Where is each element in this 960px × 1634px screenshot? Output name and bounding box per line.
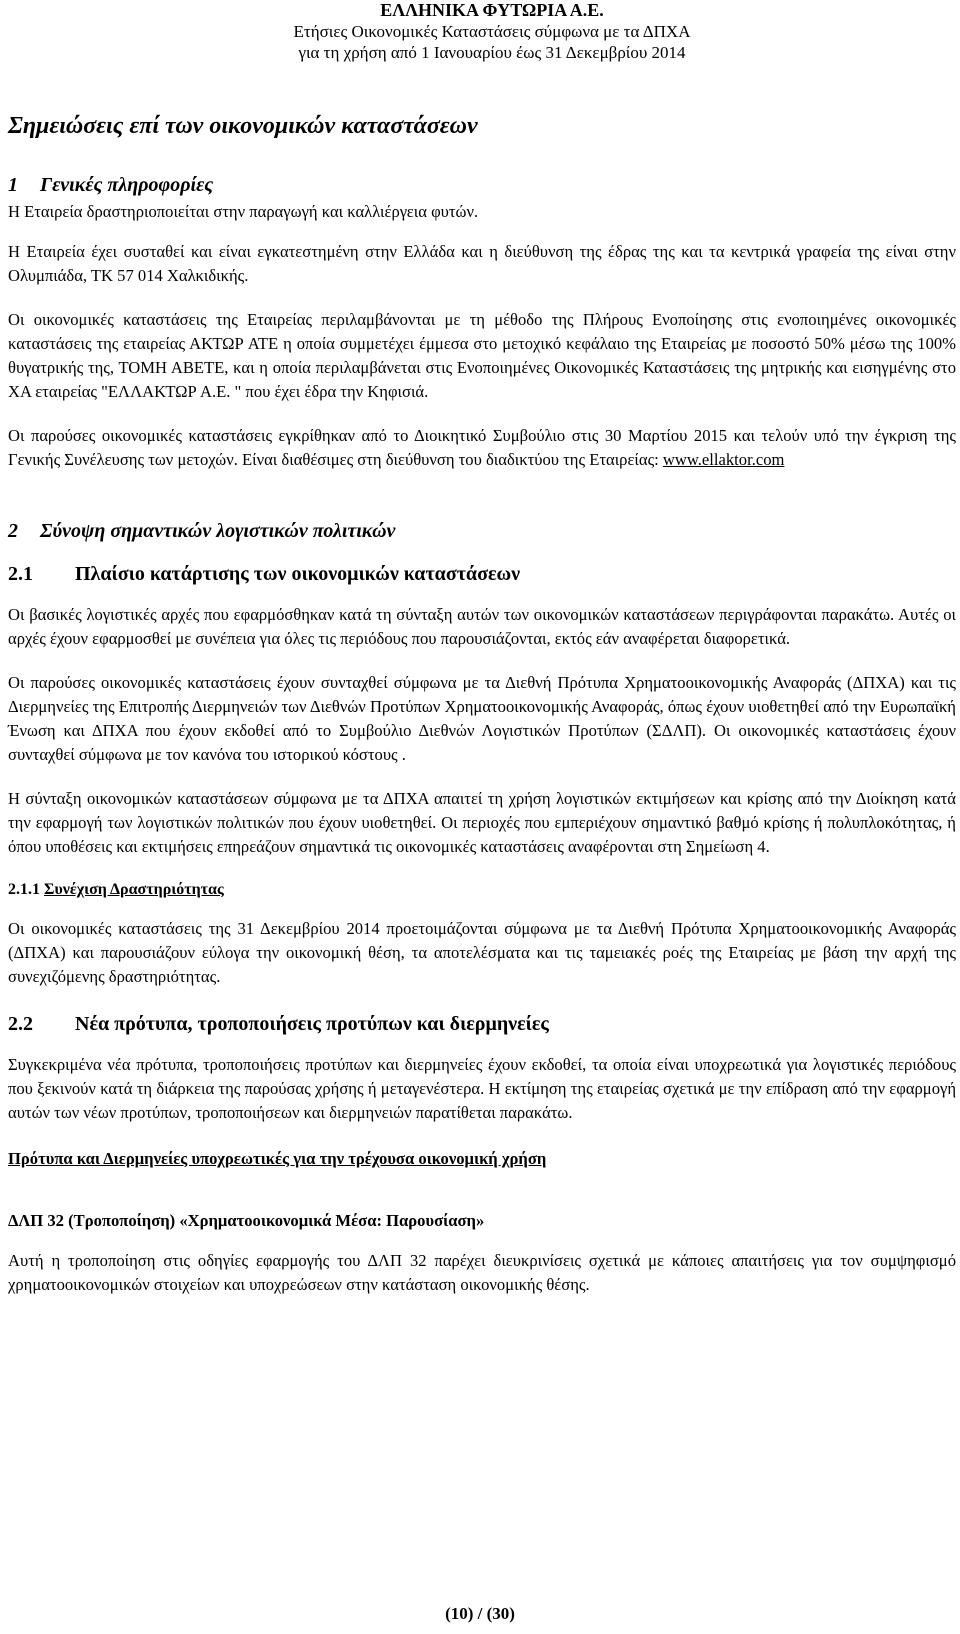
paragraph-text: Οι παρούσες οικονομικές καταστάσεις εγκρίθηκαν από το Διοικητικό Συμβούλιο στις 30 Μαρτίου 2015 και τελούν υπό την έγκριση της Γενικής Συνέλευσης των μετοχών. Είναι διαθέσιμες στη διεύθυνση του διαδικτύου της Εταιρείας:	[8, 426, 956, 469]
section-number: 2.1	[8, 563, 33, 585]
document-page	[8, 0, 956, 1297]
section-2-2-heading	[8, 1011, 956, 1037]
section-title: Νέα πρότυπα, τροποποιήσεις προτύπων και διερμηνείες	[75, 1013, 549, 1035]
section-title: Γενικές πληροφορίες	[40, 174, 214, 196]
section-1-heading	[8, 172, 956, 198]
paragraph: Οι παρούσες οικονομικές καταστάσεις έχουν συνταχθεί σύμφωνα με τα Διεθνή Πρότυπα Χρηματοοικονομικής Αναφοράς (ΔΠΧΑ) και τις Διερμηνείες της Επιτροπής Διερμηνειών των Διεθνών Προτύπων Χρηματοοικονομικής Αναφοράς, όπως έχουν υιοθετηθεί από την Ευρωπαϊκή Ένωση και ΔΠΧΑ που έχουν εκδοθεί από το Συμβούλιο Διεθνών Λογιστικών Προτύπων (ΣΔΛΠ). Οι οικονομικές καταστάσεις έχουν συνταχθεί σύμφωνα με τον κανόνα του ιστορικού κόστους .	[8, 673, 956, 764]
page-title: Σημειώσεις επί των οικονομικών καταστάσεων	[8, 113, 478, 139]
paragraph: Η Εταιρεία δραστηριοποιείται στην παραγωγή και καλλιέργεια φυτών.	[8, 202, 479, 221]
company-name: ΕΛΛΗΝΙΚΑ ΦΥΤΩΡΙΑ Α.Ε.	[380, 0, 604, 20]
paragraph: Οι οικονομικές καταστάσεις της Εταιρείας περιλαμβάνονται με τη μέθοδο της Πλήρους Ενοποίησης στις ενοποιημένες οικονομικές καταστάσεις της εταιρείας ΑΚΤΩΡ ΑΤΕ η οποία συμμετέχει έμμεσα στο μετοχικό κεφάλαιο της Εταιρείας με ποσοστό 50% μέσω της 100% θυγατρικής της, ΤΟΜΗ ΑΒΕΤΕ, και η οποία περιλαμβάνεται στις Ενοποιημένες Οικονομικές Καταστάσεις της μητρικής και εισηγμένης στο ΧΑ εταιρείας "ΕΛΛΑΚΤΩΡ Α.Ε. " που έχει έδρα την Κηφισιά.	[8, 310, 956, 401]
section-number: 2.2	[8, 1013, 33, 1035]
header-period: για τη χρήση από 1 Ιανουαρίου έως 31 Δεκεμβρίου 2014	[298, 43, 686, 62]
paragraph: Οι βασικές λογιστικές αρχές που εφαρμόσθηκαν κατά τη σύνταξη αυτών των οικονομικών καταστάσεων περιγράφονται παρακάτω. Αυτές οι αρχές έχουν εφαρμοσθεί με συνέπεια για όλες τις περιόδους που παρουσιάζονται, εκτός εάν αναφέρεται διαφορετικά.	[8, 605, 956, 648]
website-link[interactable]: www.ellaktor.com	[662, 450, 785, 469]
page-header	[273, 0, 711, 63]
ias32-heading: ΔΛΠ 32 (Τροποποίηση) «Χρηματοοικονομικά Μέσα: Παρουσίαση»	[8, 1211, 485, 1230]
section-number: 1	[8, 174, 18, 196]
paragraph: Οι οικονομικές καταστάσεις της 31 Δεκεμβρίου 2014 προετοιμάζονται σύμφωνα με τα Διεθνή Πρότυπα Χρηματοοικονομικής Αναφοράς (ΔΠΧΑ) και παρουσιάζουν εύλογα την οικονομική θέση, τα αποτελέσματα και τις ταμειακές ροές της Εταιρείας με βάση την αρχή της συνεχιζόμενης δραστηριότητας.	[8, 919, 956, 986]
section-title: Σύνοψη σημαντικών λογιστικών πολιτικών	[40, 520, 396, 542]
section-title: Συνέχιση Δραστηριότητας	[44, 881, 224, 898]
section-2-1-1-heading	[8, 879, 956, 901]
section-2-1-heading	[8, 561, 956, 587]
paragraph	[8, 424, 956, 472]
section-title: Πλαίσιο κατάρτισης των οικονομικών καταστάσεων	[75, 563, 521, 585]
section-2-heading	[8, 518, 956, 544]
paragraph: Η Εταιρεία έχει συσταθεί και είναι εγκατεστημένη στην Ελλάδα και η διεύθυνση της έδρας της και τα κεντρικά γραφεία της είναι στην Ολυμπιάδα, ΤΚ 57 014 Χαλκιδικής.	[8, 242, 956, 285]
paragraph: Αυτή η τροποποίηση στις οδηγίες εφαρμογής του ΔΛΠ 32 παρέχει διευκρινίσεις σχετικά με κάποιες απαιτήσεις για τον συμψηφισμό χρηματοοικονομικών στοιχείων και υποχρεώσεων στην κατάσταση οικονομικής θέσης.	[8, 1251, 956, 1294]
section-number: 2	[8, 520, 18, 542]
page-number: (10) / (30)	[445, 1604, 515, 1623]
paragraph: Συγκεκριμένα νέα πρότυπα, τροποποιήσεις προτύπων και διερμηνείες έχουν εκδοθεί, τα οποία είναι υποχρεωτικά για λογιστικές περιόδους που ξεκινούν κατά τη διάρκεια της παρούσας χρήσης ή μεταγενέστερα. Η εκτίμηση της εταιρείας σχετικά με την επίδραση από την εφαρμογή αυτών των νέων προτύπων, τροποποιήσεων και διερμηνειών παρατίθεται παρακάτω.	[8, 1055, 956, 1122]
header-subtitle: Ετήσιες Οικονομικές Καταστάσεις σύμφωνα με τα ΔΠΧΑ	[293, 22, 691, 41]
section-number: 2.1.1	[8, 881, 40, 898]
mandatory-standards-heading: Πρότυπα και Διερμηνείες υποχρεωτικές για την τρέχουσα οικονομική χρήση	[8, 1149, 547, 1168]
paragraph: Η σύνταξη οικονομικών καταστάσεων σύμφωνα με τα ΔΠΧΑ απαιτεί τη χρήση λογιστικών εκτιμήσεων και κρίσης από την Διοίκηση κατά την εφαρμογή των λογιστικών πολιτικών που έχουν υιοθετηθεί. Οι περιοχές που εμπεριέχουν σημαντικό βαθμό κρίσης ή πολυπλοκότητας, ή όπου υποθέσεις και εκτιμήσεις επηρεάζουν σημαντικά τις οικονομικές καταστάσεις αναφέρονται στη Σημείωση 4.	[8, 789, 956, 856]
